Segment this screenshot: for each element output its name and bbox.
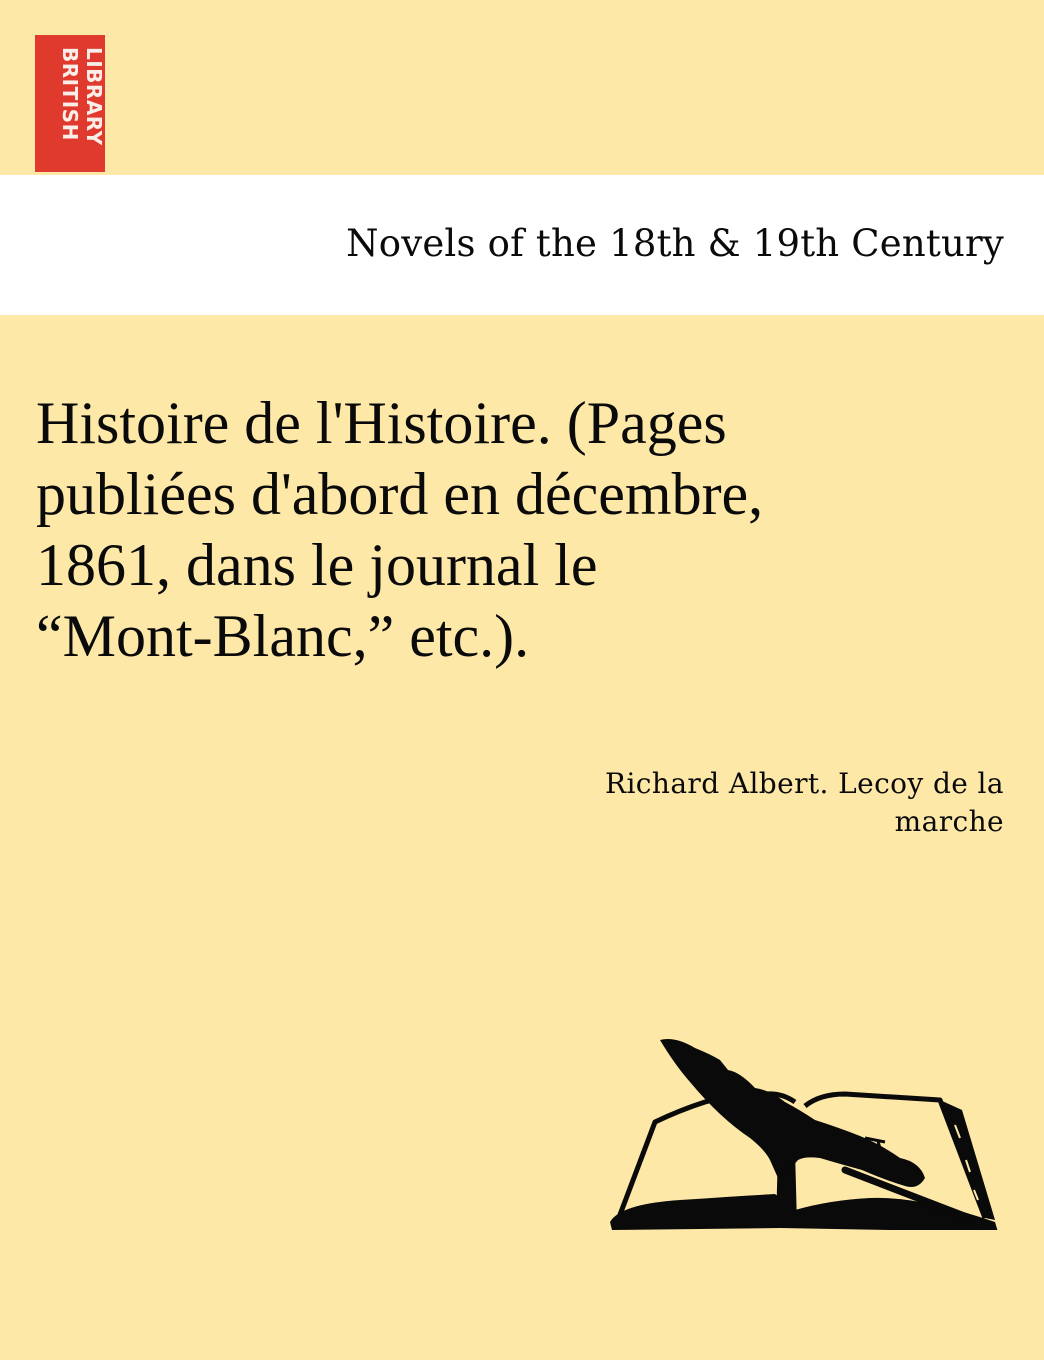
book-title-line: publiées d'abord en décembre, — [36, 461, 764, 527]
open-book-with-quill-icon — [600, 1010, 1000, 1230]
author-name — [484, 765, 1004, 841]
logo-text-library: LIBRARY — [82, 47, 106, 146]
book-title-line: “Mont-Blanc,” etc.). — [36, 603, 530, 669]
logo-text-british: BRITISH — [58, 47, 82, 141]
series-title: Novels of the 18th & 19th Century — [346, 222, 1004, 265]
book-title — [36, 388, 1016, 672]
series-banner — [0, 175, 1044, 315]
book-title-line: Histoire de l'Histoire. (Pages — [36, 390, 727, 456]
british-library-logo — [35, 35, 105, 172]
author-line: marche — [894, 805, 1004, 838]
author-line: Richard Albert. Lecoy de la — [604, 767, 1004, 800]
book-title-line: 1861, dans le journal le — [36, 532, 598, 598]
